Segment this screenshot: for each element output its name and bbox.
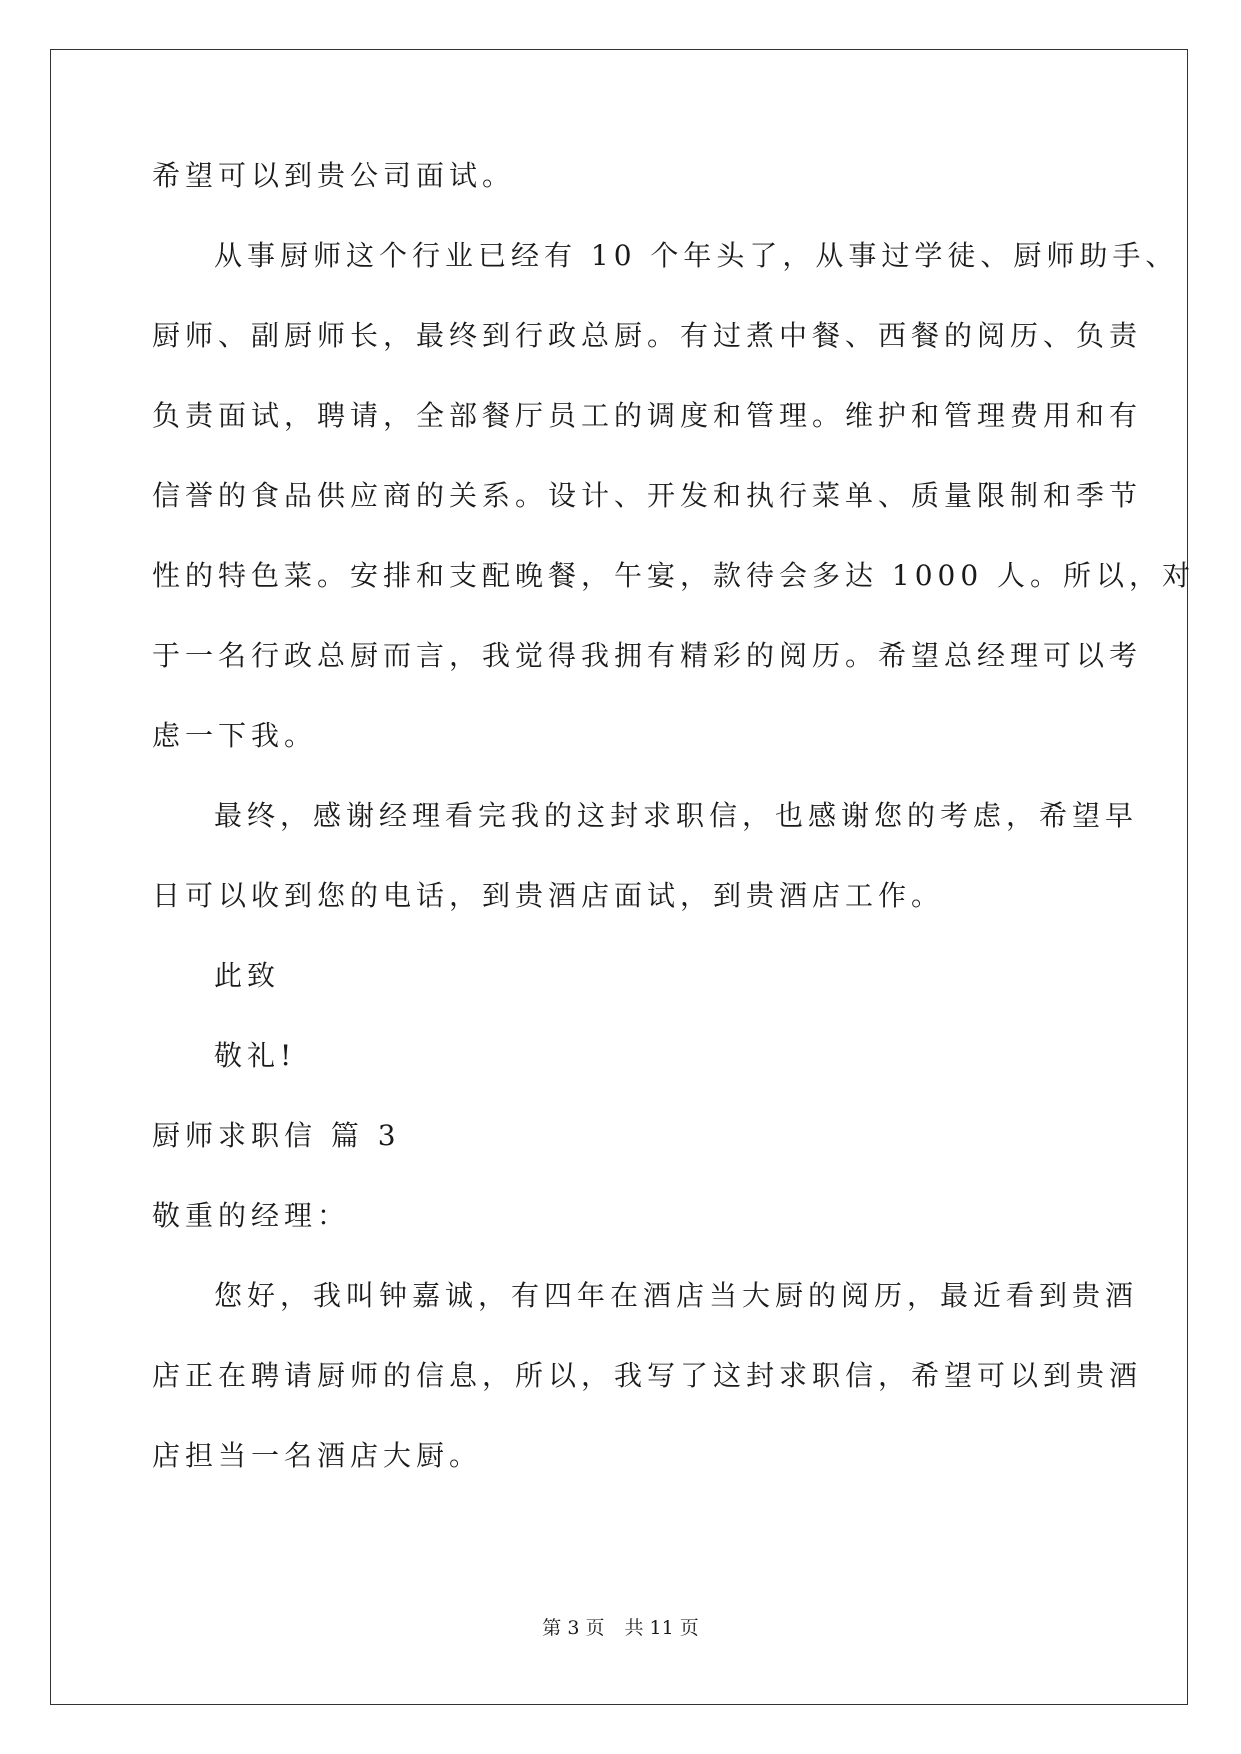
text-line-9: 最终，感谢经理看完我的这封求职信，也感谢您的考虑，希望早 (214, 799, 1139, 832)
text-line-2: 从事厨师这个行业已经有 10 个年头了，从事过学徒、厨师助手、 (214, 239, 1179, 272)
closing-salutation: 此致 (214, 959, 281, 992)
page-number: 第 3 页 (542, 1617, 605, 1639)
text-line-1: 希望可以到贵公司面试。 (152, 159, 516, 192)
text-line-15: 您好，我叫钟嘉诚，有四年在酒店当大厨的阅历，最近看到贵酒 (214, 1279, 1139, 1312)
text-line-3: 厨师、副厨师长，最终到行政总厨。有过煮中餐、西餐的阅历、负责 (152, 319, 1143, 352)
text-line-8: 虑一下我。 (152, 719, 318, 752)
page-total: 共 11 页 (624, 1617, 699, 1639)
text-line-4: 负责面试，聘请，全部餐厅员工的调度和管理。维护和管理费用和有 (152, 399, 1143, 432)
section-heading: 厨师求职信 篇 3 (152, 1119, 401, 1152)
text-line-7: 于一名行政总厨而言，我觉得我拥有精彩的阅历。希望总经理可以考 (152, 639, 1143, 672)
closing-regards: 敬礼! (214, 1039, 297, 1072)
text-line-6: 性的特色菜。安排和支配晚餐，午宴，款待会多达 1000 人。所以，对 (152, 559, 1196, 592)
page-footer (0, 1616, 1241, 1640)
text-line-10: 日可以收到您的电话，到贵酒店面试，到贵酒店工作。 (152, 879, 945, 912)
text-line-16: 店正在聘请厨师的信息，所以，我写了这封求职信，希望可以到贵酒 (152, 1359, 1143, 1392)
letter-greeting: 敬重的经理： (152, 1199, 351, 1232)
text-line-5: 信誉的食品供应商的关系。设计、开发和执行菜单、质量限制和季节 (152, 479, 1143, 512)
text-line-17: 店担当一名酒店大厨。 (152, 1439, 483, 1472)
